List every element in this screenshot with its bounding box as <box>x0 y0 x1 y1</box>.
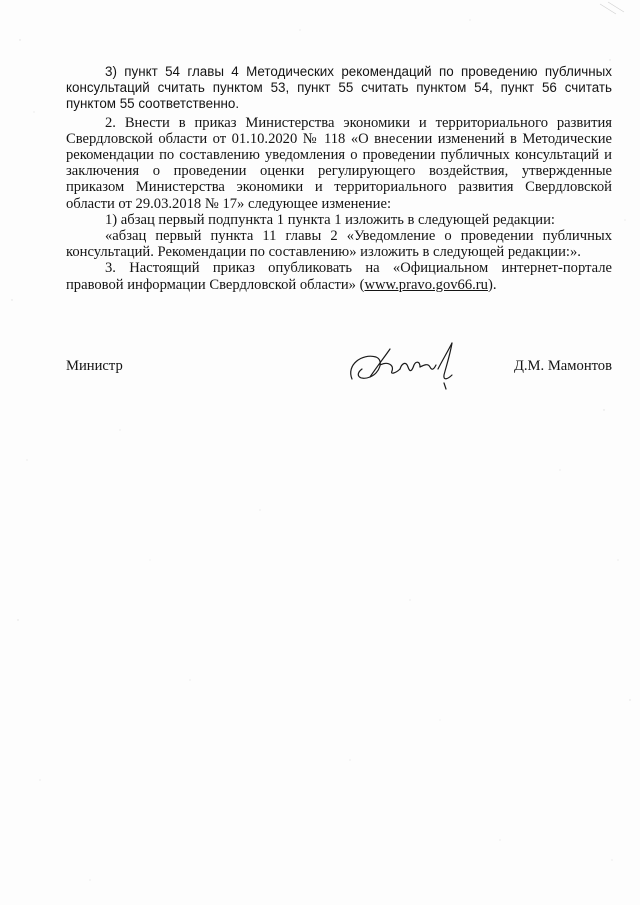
paragraph-quoted-amendment: «абзац первый пункта 11 главы 2 «Уведомление о проведении публичных консультаций. Рекомендации по составлению» изложить в следующей редакции:». <box>66 228 612 261</box>
signatory-position: Министр <box>66 358 123 374</box>
document-body <box>66 64 612 293</box>
pravo-link[interactable]: www.pravo.gov66.ru <box>364 276 488 293</box>
signature-block <box>66 358 612 378</box>
handwritten-signature <box>340 335 480 395</box>
paragraph-item-3: 3) пункт 54 главы 4 Методических рекомендаций по проведению публичных консультаций считать пунктом 53, пункт 55 считать пунктом 54, пункт 56 считать пунктом 55 соответственно. <box>66 64 612 112</box>
paragraph-point-3-end: ). <box>487 276 497 293</box>
paragraph-point-3-text: 3. Настоящий приказ опубликовать на «Официальном интернет-портале правовой информации Свердловской области» ( <box>66 260 612 293</box>
signatory-name: Д.М. Мамонтов <box>513 358 612 374</box>
paragraph-point-3 <box>66 260 612 292</box>
paragraph-subitem-1: 1) абзац первый подпункта 1 пункта 1 изложить в следующей редакции: <box>105 211 555 228</box>
paragraph-point-2: 2. Внести в приказ Министерства экономики и территориального развития Свердловской области от 01.10.2020 № 118 «О внесении изменений в Методические рекомендации по составлению уведомления о проведении публичных консультаций и заключения о проведении оценки регулирующего воздействия, утвержденные приказом Министерства экономики и территориального развития Свердловской области от 29.03.2018 № 17» следующее изменение: <box>66 114 612 212</box>
